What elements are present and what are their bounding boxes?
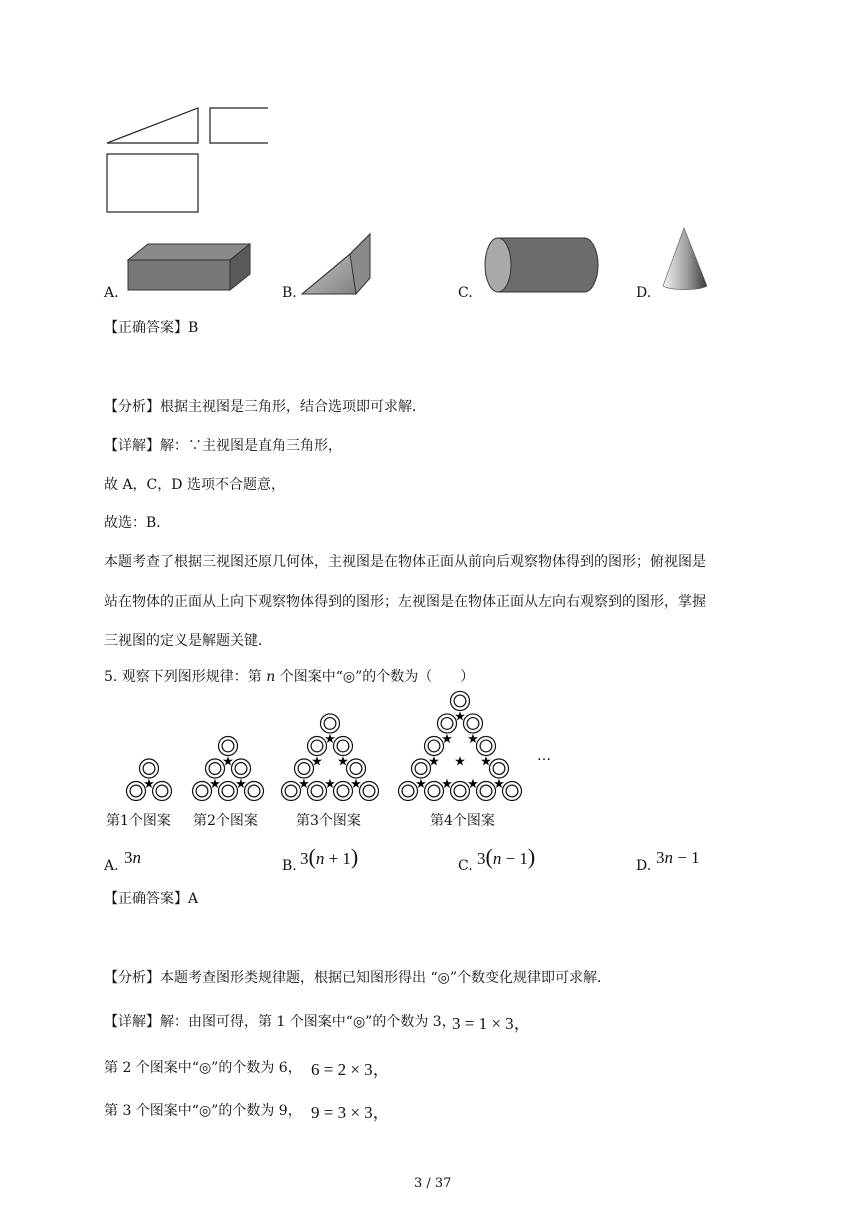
q4-answer: 【正确答案】B xyxy=(104,320,199,336)
q5-option-d[interactable]: D. xyxy=(636,858,652,874)
side-view-rectangle xyxy=(210,108,268,143)
ring-icon xyxy=(334,736,353,755)
ring-pattern-figure xyxy=(0,690,560,810)
star-icon: ★ xyxy=(454,754,466,770)
q5-stem: 5. 观察下列图形规律：第 n 个图案中“◎”的个数为（ ） xyxy=(104,669,475,685)
ring-icon xyxy=(360,782,379,801)
q5-answer: 【正确答案】A xyxy=(104,891,199,907)
q4-explanation-line: 站在物体的正面从上向下观察物体得到的图形；左视图是在物体正面从左向右观察到的图形，掌握 xyxy=(104,594,706,610)
q4-line2: 故 A，C，D 选项不合题意， xyxy=(104,477,285,493)
q4-line3: 故选：B． xyxy=(104,515,171,531)
pattern-ellipsis: … xyxy=(537,748,551,764)
ring-icon xyxy=(490,759,509,778)
q5-option-a[interactable]: A. xyxy=(104,858,119,874)
ring-icon xyxy=(464,714,483,733)
q5-detail-formula: 3 = 1 × 3， xyxy=(452,1014,531,1033)
star-icon: ★ xyxy=(143,776,155,792)
star-icon: ★ xyxy=(454,709,466,725)
option-b-label[interactable]: B. xyxy=(282,285,297,301)
q5-option-c[interactable]: C. xyxy=(458,858,473,874)
pattern-label-1: 第1个图案 xyxy=(106,813,171,829)
q5-line2-formula: 6 = 2 × 3， xyxy=(311,1060,390,1079)
star-icon: ★ xyxy=(298,776,310,792)
q5-option-d-formula: 3n − 1 xyxy=(656,848,700,867)
ring-icon xyxy=(245,782,264,801)
pattern-label-2: 第2个图案 xyxy=(193,813,258,829)
pattern-label-3: 第3个图案 xyxy=(296,813,361,829)
ring-icon xyxy=(219,736,238,755)
star-icon: ★ xyxy=(324,731,336,747)
q5-option-c-formula: 3(n − 1) xyxy=(477,844,536,869)
q5-option-b[interactable]: B. xyxy=(282,858,297,874)
ring-icon xyxy=(140,759,159,778)
star-icon: ★ xyxy=(480,754,492,770)
q4-analysis: 【分析】根据主视图是三角形，结合选项即可求解． xyxy=(104,399,426,415)
cylinder-image xyxy=(484,236,600,294)
q5-option-b-formula: 3(n + 1) xyxy=(300,844,359,869)
star-icon: ★ xyxy=(311,754,323,770)
option-a-label[interactable]: A. xyxy=(104,285,119,301)
star-icon: ★ xyxy=(350,776,362,792)
page-number: 3 / 37 xyxy=(414,1176,452,1191)
q4-detail: 【详解】解：∵主视图是直角三角形， xyxy=(104,438,342,454)
triangular-prism-image xyxy=(300,232,375,298)
star-icon: ★ xyxy=(415,776,427,792)
q5-line3: 第 3 个图案中“◎”的个数为 9， xyxy=(104,1103,302,1119)
option-d-label[interactable]: D. xyxy=(636,285,652,301)
pattern-label-4: 第4个图案 xyxy=(430,813,495,829)
ring-icon xyxy=(321,714,340,733)
option-c-label[interactable]: C. xyxy=(458,285,473,301)
front-view-triangle xyxy=(107,108,198,143)
q5-analysis: 【分析】本题考查图形类规律题，根据已知图形得出 “◎”个数变化规律即可求解． xyxy=(104,970,611,986)
q4-explanation-line: 三视图的定义是解题关键． xyxy=(104,633,272,649)
ring-icon xyxy=(477,736,496,755)
star-icon: ★ xyxy=(235,776,247,792)
star-icon: ★ xyxy=(467,776,479,792)
star-icon: ★ xyxy=(441,731,453,747)
star-icon: ★ xyxy=(324,776,336,792)
star-icon: ★ xyxy=(337,754,349,770)
three-view-figure xyxy=(100,100,275,220)
q5-line2: 第 2 个图案中“◎”的个数为 6， xyxy=(104,1060,302,1076)
top-view-rectangle xyxy=(107,154,198,212)
q5-line3-formula: 9 = 3 × 3， xyxy=(311,1103,390,1122)
q4-explanation-line: 本题考查了根据三视图还原几何体，主视图是在物体正面从前向后观察物体得到的图形；俯视图是 xyxy=(104,554,706,570)
star-icon: ★ xyxy=(222,754,234,770)
ring-icon xyxy=(153,782,172,801)
q5-detail: 【详解】解：由图可得，第 1 个图案中“◎”的个数为 3， xyxy=(104,1014,456,1030)
star-icon: ★ xyxy=(493,776,505,792)
ring-icon xyxy=(451,691,470,710)
q5-option-a-formula: 3n xyxy=(124,848,141,867)
ring-icon xyxy=(503,782,522,801)
star-icon: ★ xyxy=(209,776,221,792)
cone-image xyxy=(660,226,716,296)
ring-icon xyxy=(232,759,251,778)
star-icon: ★ xyxy=(467,731,479,747)
ring-icon xyxy=(347,759,366,778)
rectangular-prism-image xyxy=(128,240,253,292)
star-icon: ★ xyxy=(441,776,453,792)
star-icon: ★ xyxy=(428,754,440,770)
